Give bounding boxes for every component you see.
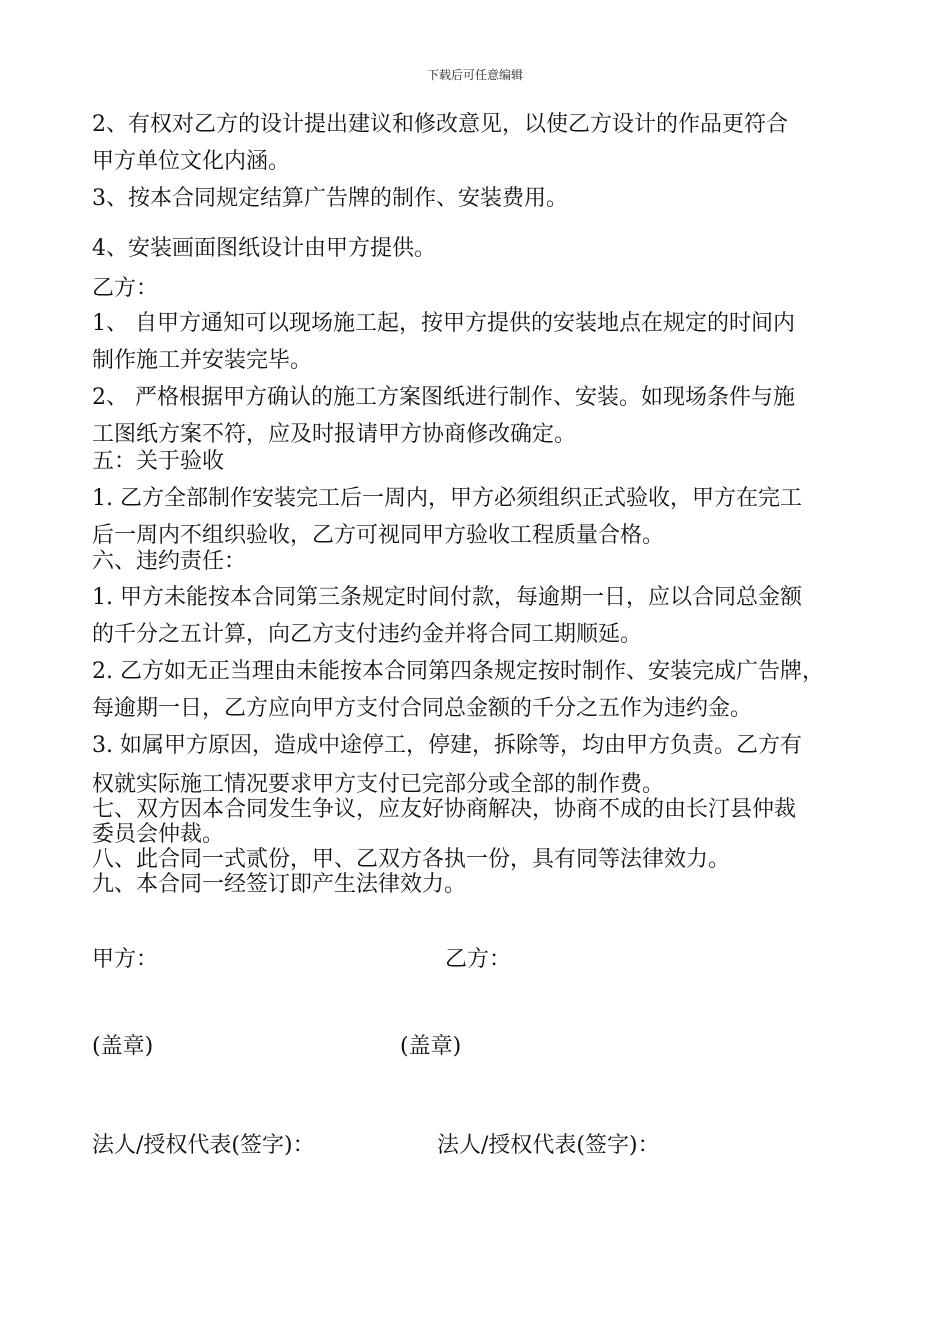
clause-line: 每逾期一日，乙方应向甲方支付合同总金额的千分之五作为违约金。	[92, 696, 753, 721]
clause-line: 后一周内不组织验收，乙方可视同甲方验收工程质量合格。	[92, 523, 665, 548]
clause-line: 2. 乙方如无正当理由未能按本合同第四条规定按时制作、安装完成广告牌，	[92, 659, 824, 684]
clause-line: 工图纸方案不符，应及时报请甲方协商修改确定。	[92, 422, 577, 447]
clause-line: 甲方单位文化内涵。	[92, 149, 291, 174]
clause-line: 1. 乙方全部制作安装完工后一周内，甲方必须组织正式验收，甲方在完工	[92, 486, 802, 511]
clause-line: 八、此合同一式贰份，甲、乙双方各执一份，具有同等法律效力。	[92, 847, 731, 872]
party-b-label: 乙方：	[445, 947, 512, 972]
clause-line: 九、本合同一经签订即产生法律效力。	[92, 872, 467, 897]
section-heading: 六、违约责任：	[92, 549, 247, 574]
party-b-representative: 法人/授权代表(签字)：	[437, 1133, 660, 1158]
party-b-seal: (盖章)	[400, 1034, 462, 1059]
section-heading: 五：关于验收	[92, 449, 225, 474]
party-a-seal: (盖章)	[92, 1034, 154, 1059]
clause-line: 1、 自甲方通知可以现场施工起，按甲方提供的安装地点在规定的时间内	[92, 311, 795, 336]
section-label: 乙方：	[92, 276, 159, 301]
clause-line: 2、有权对乙方的设计提出建议和修改意见，以使乙方设计的作品更符合	[92, 112, 788, 137]
clause-line: 的千分之五计算，向乙方支付违约金并将合同工期顺延。	[92, 622, 643, 647]
page-header-note: 下载后可任意编辑	[426, 68, 523, 82]
party-a-label: 甲方：	[92, 947, 159, 972]
party-a-representative: 法人/授权代表(签字)：	[92, 1133, 315, 1158]
clause-line: 4、安装画面图纸设计由甲方提供。	[92, 236, 436, 261]
clause-line: 3. 如属甲方原因，造成中途停工，停建，拆除等，均由甲方负责。乙方有	[92, 733, 802, 758]
clause-line: 2、 严格根据甲方确认的施工方案图纸进行制作、安装。如现场条件与施	[92, 385, 795, 410]
clause-line: 权就实际施工情况要求甲方支付已完部分或全部的制作费。	[92, 772, 665, 797]
clause-line: 3、按本合同规定结算广告牌的制作、安装费用。	[92, 186, 568, 211]
clause-line: 制作施工并安装完毕。	[92, 348, 313, 373]
clause-line: 委员会仲裁。	[92, 822, 225, 847]
clause-line: 1. 甲方未能按本合同第三条规定时间付款，每逾期一日，应以合同总金额	[92, 585, 802, 610]
clause-line: 七、双方因本合同发生争议，应友好协商解决，协商不成的由长汀县仲裁	[92, 797, 797, 822]
